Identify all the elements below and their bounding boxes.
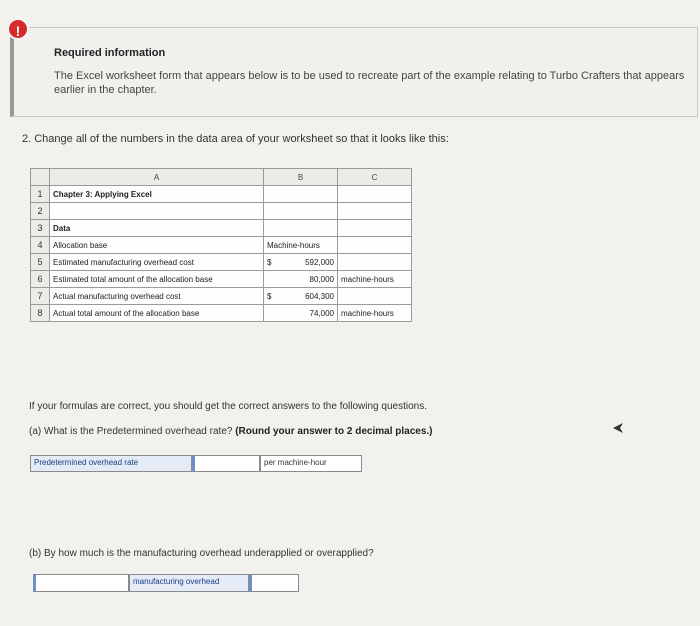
mouse-cursor-icon bbox=[612, 421, 624, 439]
answer-row-b bbox=[33, 574, 299, 592]
per-machine-hour-unit: per machine-hour bbox=[260, 455, 362, 472]
predetermined-rate-input[interactable] bbox=[192, 455, 260, 472]
cell-c7 bbox=[338, 288, 412, 305]
row-number: 4 bbox=[31, 237, 50, 254]
sheet-row bbox=[31, 288, 412, 305]
sheet-row bbox=[31, 271, 412, 288]
sheet-row bbox=[31, 203, 412, 220]
sheet-row bbox=[31, 237, 412, 254]
column-header-b: B bbox=[264, 169, 338, 186]
column-header-a: A bbox=[50, 169, 264, 186]
cell-b6: 80,000 bbox=[264, 271, 338, 288]
question-text: 2. Change all of the numbers in the data area of your worksheet so that it looks like this: bbox=[22, 133, 449, 145]
cell-c4 bbox=[338, 237, 412, 254]
question-a bbox=[29, 426, 433, 437]
question-a-text: (a) What is the Predetermined overhead rate? bbox=[29, 426, 233, 437]
cell-c8: machine-hours bbox=[338, 305, 412, 322]
cell-b7 bbox=[264, 288, 338, 305]
sheet-row bbox=[31, 186, 412, 203]
row-number: 3 bbox=[31, 220, 50, 237]
question-b: (b) By how much is the manufacturing overhead underapplied or overapplied? bbox=[29, 548, 374, 559]
cell-b4: Machine-hours bbox=[264, 237, 338, 254]
predetermined-rate-label: Predetermined overhead rate bbox=[30, 455, 192, 472]
info-title: Required information bbox=[54, 47, 166, 59]
cell-b1 bbox=[264, 186, 338, 203]
overhead-amount-input[interactable] bbox=[249, 574, 299, 592]
column-header-c: C bbox=[338, 169, 412, 186]
corner-cell bbox=[31, 169, 50, 186]
answer-row-a bbox=[30, 455, 362, 472]
cell-a5: Estimated manufacturing overhead cost bbox=[50, 254, 264, 271]
row-number: 8 bbox=[31, 305, 50, 322]
cell-a4: Allocation base bbox=[50, 237, 264, 254]
required-information-panel bbox=[10, 27, 698, 117]
cell-b2 bbox=[264, 203, 338, 220]
dollar-sign: $ bbox=[267, 257, 272, 267]
sheet-row bbox=[31, 220, 412, 237]
cell-c5 bbox=[338, 254, 412, 271]
manufacturing-overhead-label: manufacturing overhead bbox=[129, 574, 249, 592]
row-number: 7 bbox=[31, 288, 50, 305]
question-a-instruction: (Round your answer to 2 decimal places.) bbox=[235, 426, 433, 437]
cell-a6: Estimated total amount of the allocation base bbox=[50, 271, 264, 288]
cell-b7-value: 604,300 bbox=[305, 291, 334, 301]
answer-note: If your formulas are correct, you should get the correct answers to the following questions. bbox=[29, 401, 427, 412]
row-number: 2 bbox=[31, 203, 50, 220]
sheet-row bbox=[31, 254, 412, 271]
cell-b5-value: 592,000 bbox=[305, 257, 334, 267]
row-number: 1 bbox=[31, 186, 50, 203]
row-number: 5 bbox=[31, 254, 50, 271]
overhead-status-select[interactable] bbox=[33, 574, 129, 592]
spreadsheet bbox=[30, 168, 412, 322]
cell-c1 bbox=[338, 186, 412, 203]
cell-a1: Chapter 3: Applying Excel bbox=[50, 186, 264, 203]
dollar-sign: $ bbox=[267, 291, 272, 301]
info-body: The Excel worksheet form that appears below is to be used to recreate part of the example relating to Turbo Crafters that appears earlier in the chapter. bbox=[54, 70, 685, 96]
cell-a8: Actual total amount of the allocation base bbox=[50, 305, 264, 322]
cell-b5 bbox=[264, 254, 338, 271]
cell-a7: Actual manufacturing overhead cost bbox=[50, 288, 264, 305]
alert-icon: ! bbox=[7, 18, 29, 40]
cell-b3 bbox=[264, 220, 338, 237]
cell-b8: 74,000 bbox=[264, 305, 338, 322]
cell-c3 bbox=[338, 220, 412, 237]
cell-c6: machine-hours bbox=[338, 271, 412, 288]
cell-a3: Data bbox=[50, 220, 264, 237]
cell-c2 bbox=[338, 203, 412, 220]
cell-a2 bbox=[50, 203, 264, 220]
sheet-row bbox=[31, 305, 412, 322]
row-number: 6 bbox=[31, 271, 50, 288]
